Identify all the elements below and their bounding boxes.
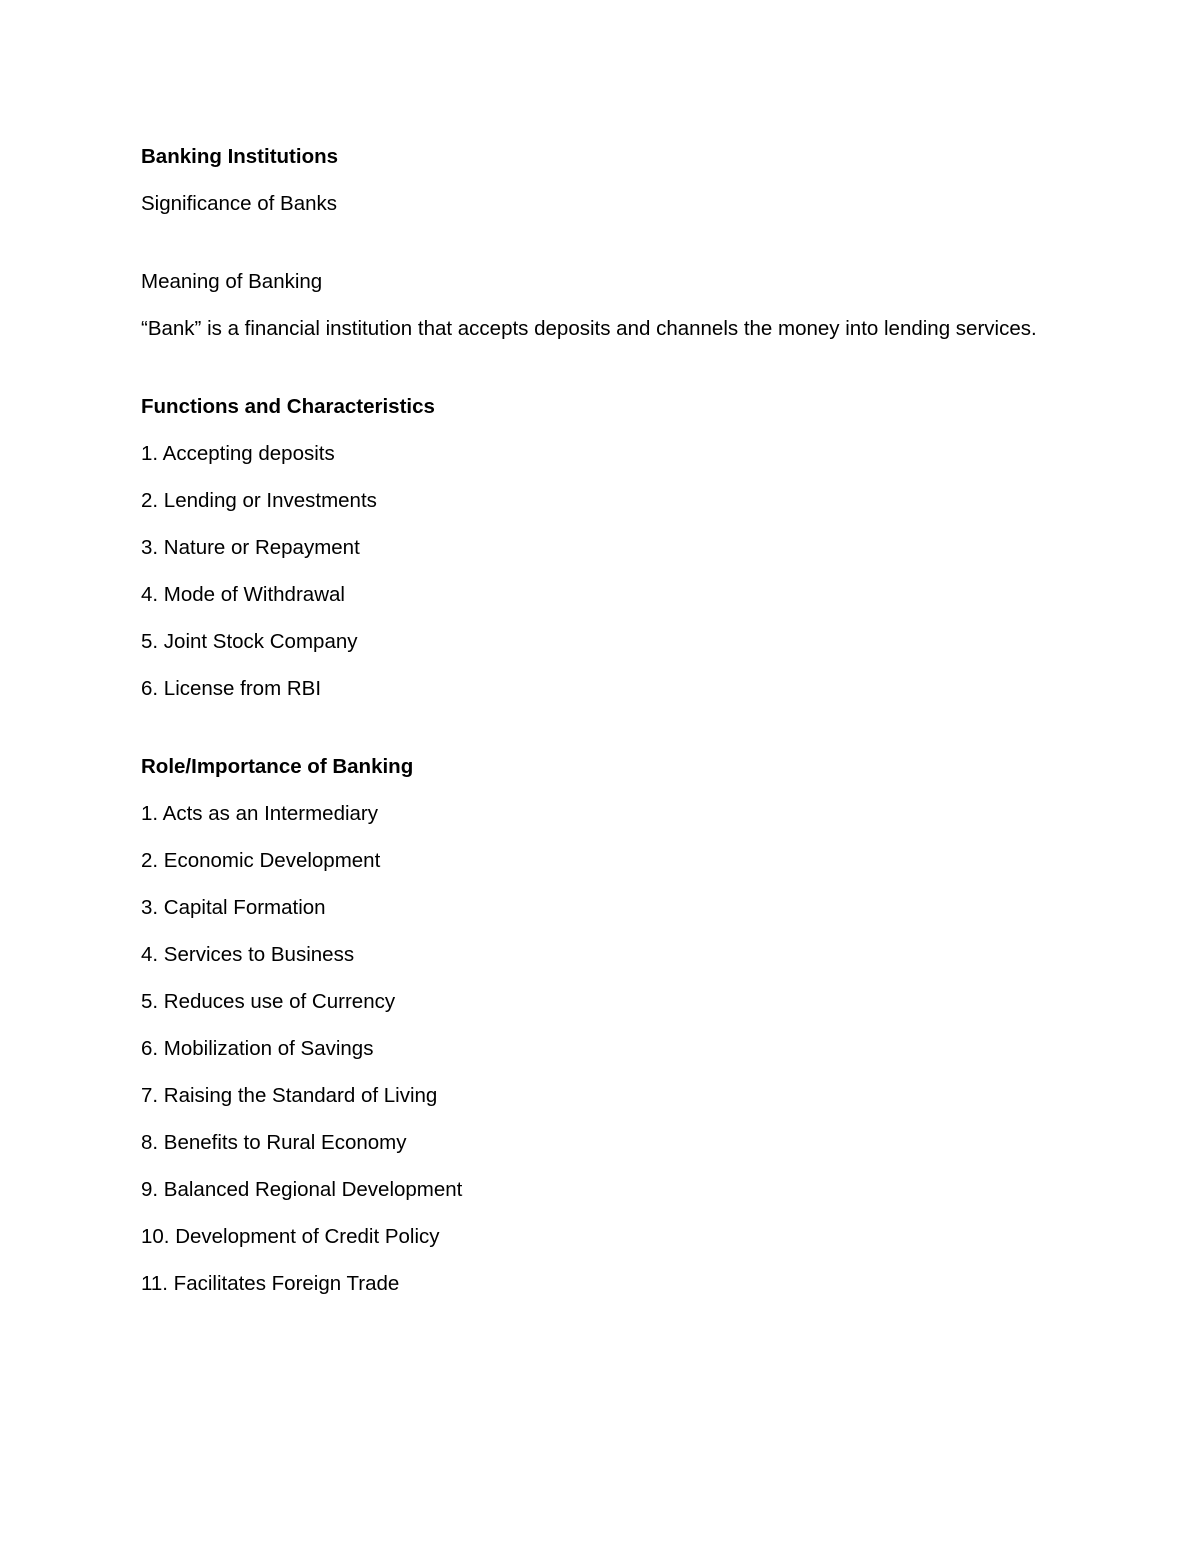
functions-list-item: 5. Joint Stock Company xyxy=(141,630,358,653)
document-title: Banking Institutions xyxy=(141,145,339,168)
functions-list-item: 2. Lending or Investments xyxy=(141,489,377,512)
role-list-item: 7. Raising the Standard of Living xyxy=(141,1084,438,1107)
role-list xyxy=(141,798,1041,1299)
role-list-item: 2. Economic Development xyxy=(141,849,381,872)
role-list-item: 6. Mobilization of Savings xyxy=(141,1037,374,1060)
meaning-heading: Meaning of Banking xyxy=(141,270,323,293)
role-list-item: 4. Services to Business xyxy=(141,943,355,966)
role-list-item: 3. Capital Formation xyxy=(141,896,326,919)
document-body xyxy=(141,141,1041,1315)
role-list-item: 1. Acts as an Intermediary xyxy=(141,802,379,825)
functions-list-item: 3. Nature or Repayment xyxy=(141,536,360,559)
role-heading: Role/Importance of Banking xyxy=(141,755,414,778)
spacer xyxy=(141,235,1041,266)
functions-heading: Functions and Characteristics xyxy=(141,395,435,418)
role-list-item: 10. Development of Credit Policy xyxy=(141,1225,440,1248)
functions-list-item: 6. License from RBI xyxy=(141,677,322,700)
role-list-item: 5. Reduces use of Currency xyxy=(141,990,396,1013)
spacer xyxy=(141,360,1041,391)
functions-list-item: 1. Accepting deposits xyxy=(141,442,335,465)
role-list-item: 11. Facilitates Foreign Trade xyxy=(141,1272,400,1295)
meaning-definition: “Bank” is a financial institution that accepts deposits and channels the money into lending services. xyxy=(141,317,1037,340)
role-list-item: 8. Benefits to Rural Economy xyxy=(141,1131,407,1154)
functions-list-item: 4. Mode of Withdrawal xyxy=(141,583,345,606)
role-list-item: 9. Balanced Regional Development xyxy=(141,1178,463,1201)
functions-list xyxy=(141,438,1041,704)
document-subtitle: Significance of Banks xyxy=(141,192,338,215)
spacer xyxy=(141,720,1041,751)
